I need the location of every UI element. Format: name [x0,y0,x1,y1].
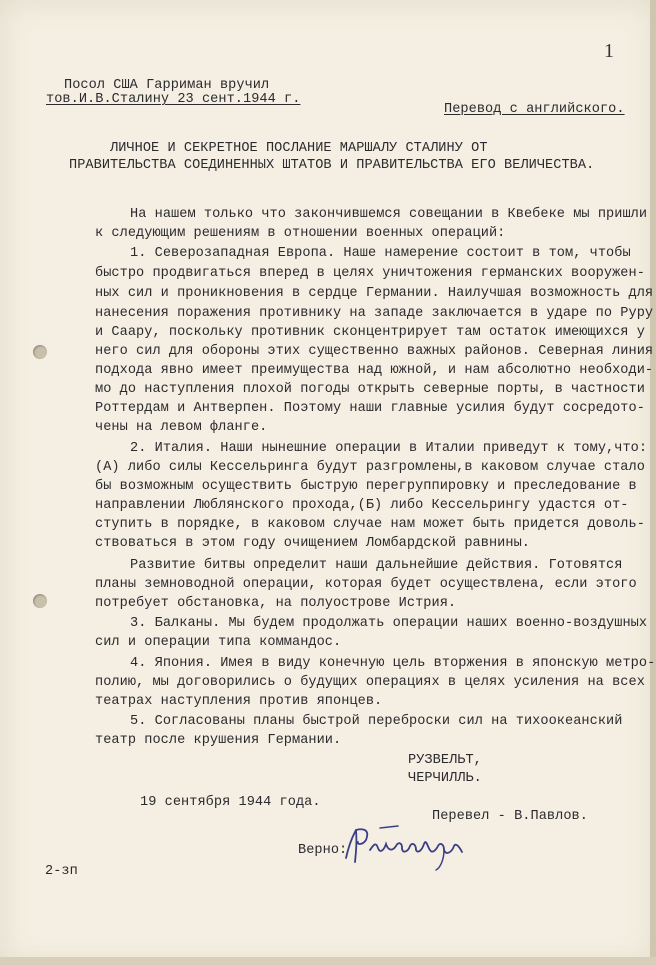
signatory: РУЗВЕЛЬТ, [408,753,482,768]
body-line: (А) либо силы Кессельринга будут разгромлены,в каковом случае стало [95,460,645,475]
body-line: него сил для обороны этих существенно важных районов. Северная линия [95,344,654,359]
translator-line: Перевел - В.Павлов. [432,809,588,824]
punch-hole [33,345,47,359]
document-date: 19 сентября 1944 года. [140,795,321,810]
document-title-line: ПРАВИТЕЛЬСТВА СОЕДИНЕННЫХ ШТАТОВ И ПРАВИТЕЛЬСТВА ЕГО ВЕЛИЧЕСТВА. [69,158,595,173]
filing-code: 2-зп [45,864,78,879]
document-title-line: ЛИЧНОЕ И СЕКРЕТНОЕ ПОСЛАНИЕ МАРШАЛУ СТАЛИНУ ОТ [110,141,488,156]
body-line: Развитие битвы определит наши дальнейшие действия. Готовятся [130,558,623,573]
body-line: бы возможным осуществить быструю перегруппировку и преследование в [95,479,637,494]
body-line: 5. Согласованы планы быстрой переброски сил на тихоокеанский [130,714,623,729]
body-line: сил и операции типа коммандос. [95,635,342,650]
body-line: к следующим решениям в отношении военных операций: [95,226,506,241]
body-line: 4. Япония. Имея в виду конечную цель вторжения в японскую метро- [130,656,656,671]
body-line: Роттердам и Антверпен. Поэтому наши главные усилия будут сосредото- [95,401,645,416]
delivery-note-line: тов.И.В.Сталину 23 сент.1944 г. [46,92,301,107]
punch-hole [33,594,47,608]
body-line: чены на левом фланге. [95,420,268,435]
body-line: 3. Балканы. Мы будем продолжать операции наших военно-воздушных [130,616,648,631]
body-line: ступить в порядке, в каковом случае нам может быть придется доволь- [95,517,645,532]
page-number: 1 [604,40,614,62]
body-line: театр после крушения Германии. [95,733,342,748]
page-edge [650,0,656,965]
body-line: ствоваться в этом году очищением Ломбардской равнины. [95,536,531,551]
body-line: мо до наступления плохой погоды открыть северные порты, в частности [95,382,645,397]
delivery-note-line: Посол США Гарриман вручил [64,78,270,93]
body-line: театрах наступления против японцев. [95,694,383,709]
body-line: планы земноводной операции, которая будет осуществлена, если этого [95,577,637,592]
body-line: ных сил и проникновения в сердце Германии. Наилучшая возможность для [95,286,654,301]
body-line: 1. Северозападная Европа. Наше намерение состоит в том, чтобы [130,246,631,261]
body-line: нанесения поражения противнику на западе заключается в ударе по Руру [95,306,654,321]
handwritten-signature [340,820,470,877]
translation-note: Перевод с английского. [444,102,625,117]
body-line: быстро продвигаться вперед в целях уничтожения германских вооружен- [95,266,645,281]
body-line: потребует обстановка, на полуострове Истрия. [95,596,457,611]
body-line: подхода явно имеет преимущества над южной, и нам абсолютно необходи- [95,363,654,378]
body-line: направлении Люблянского прохода,(Б) либо Кессельрингу удастся от- [95,498,629,513]
verified-label: Верно: [298,843,348,858]
body-line: 2. Италия. Наши нынешние операции в Италии приведут к тому,что: [130,441,648,456]
signatory: ЧЕРЧИЛЛЬ. [408,771,482,786]
body-line: На нашем только что закончившемся совещании в Квебеке мы пришли [130,207,648,222]
body-line: и Саару, поскольку противник сконцентрирует там остаток имеющихся у [95,325,645,340]
body-line: полию, мы договорились о будущих операциях в целях усиления на всех [95,675,645,690]
page-edge [0,957,656,965]
